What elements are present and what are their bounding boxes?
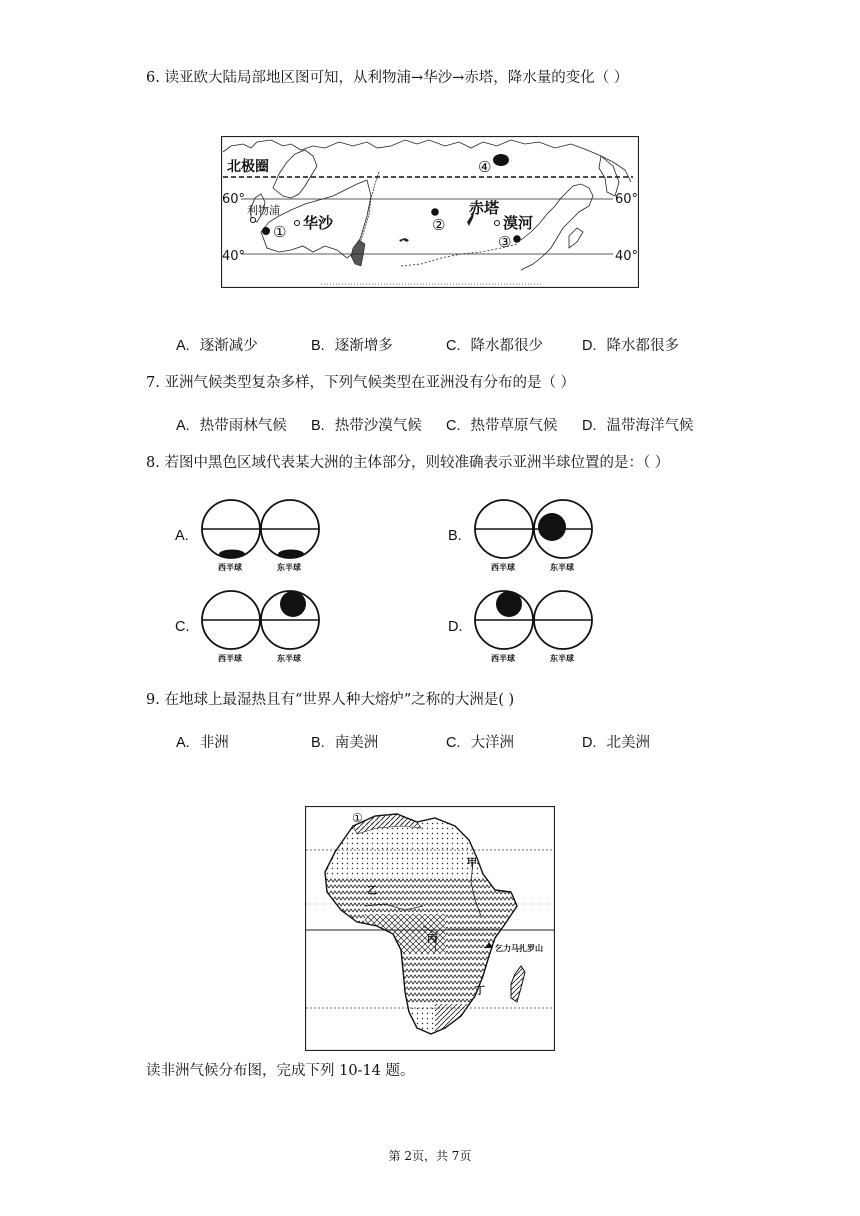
- q6-option-d[interactable]: D. 降水都很多: [582, 338, 679, 354]
- chita-label: 赤塔: [469, 199, 500, 217]
- q8-option-a-label[interactable]: A.: [175, 528, 189, 544]
- yi-label: 乙: [367, 886, 377, 897]
- eurasia-map: [221, 136, 639, 288]
- liverpool-label: 利物浦: [247, 204, 280, 217]
- east-hemisphere-caption: 东半球: [550, 654, 574, 663]
- q6-option-c[interactable]: C. 降水都很少: [446, 338, 543, 354]
- q8-option-b-diagram[interactable]: [473, 499, 597, 575]
- warsaw-label: 华沙: [303, 214, 334, 232]
- warsaw-dot: [295, 221, 300, 226]
- west-hemisphere-caption: 西半球: [491, 654, 515, 663]
- q8-option-d-label[interactable]: D.: [448, 619, 463, 635]
- east-black-region: [278, 550, 304, 559]
- question-6-stem: 6. 读亚欧大陆局部地区图可知，从利物浦→华沙→赤塔，降水量的变化（ ）: [146, 70, 629, 86]
- chita-dot: [495, 221, 500, 226]
- east-black-region: [280, 591, 306, 617]
- marker-3-label: ③: [498, 233, 512, 251]
- west-hemisphere-caption: 西半球: [218, 563, 242, 572]
- q7-option-d[interactable]: D. 温带海洋气候: [582, 418, 694, 434]
- q8-option-c-diagram[interactable]: [200, 590, 324, 666]
- q7-option-c[interactable]: C. 热带草原气候: [446, 418, 558, 434]
- lat-60-left-label: 60°: [222, 192, 246, 207]
- q9-option-c[interactable]: C. 大洋洲: [446, 735, 514, 751]
- map-frame: [222, 137, 639, 288]
- point-4-blob: [493, 154, 509, 166]
- q10-14-intro: 读非洲气候分布图，完成下列 10-14 题。: [146, 1063, 415, 1079]
- q8-option-c-label[interactable]: C.: [175, 619, 190, 635]
- question-7-stem: 7. 亚洲气候类型复杂多样，下列气候类型在亚洲没有分布的是（ ）: [146, 375, 576, 391]
- q8-option-d-diagram[interactable]: [473, 590, 597, 666]
- q6-option-a[interactable]: A. 逐渐减少: [176, 338, 258, 354]
- q9-option-d[interactable]: D. 北美洲: [582, 735, 650, 751]
- west-black-region: [219, 550, 245, 559]
- east-hemisphere-caption: 东半球: [277, 563, 301, 572]
- q8-option-a-diagram[interactable]: [200, 499, 324, 575]
- arctic-circle-label: 北极圈: [227, 159, 269, 175]
- lat-60-right-label: 60°: [615, 192, 639, 207]
- q6-option-b[interactable]: B. 逐渐增多: [311, 338, 393, 354]
- q8-option-b-label[interactable]: B.: [448, 528, 462, 544]
- lat-40-right-label: 40°: [615, 249, 639, 264]
- africa-climate-map: [305, 806, 555, 1051]
- marker-2-label: ②: [432, 216, 446, 234]
- marker-1-label: ①: [273, 223, 287, 241]
- liverpool-dot: [251, 218, 256, 223]
- question-8-stem: 8. 若图中黑色区域代表某大洲的主体部分，则较准确表示亚洲半球位置的是：（ ）: [146, 455, 670, 471]
- west-hemisphere-caption: 西半球: [218, 654, 242, 663]
- east-black-region: [538, 513, 566, 541]
- question-9-stem: 9. 在地球上最湿热且有“世界人种大熔炉”之称的大洲是( ): [146, 692, 515, 708]
- lat-40-left-label: 40°: [222, 249, 246, 264]
- q9-option-b[interactable]: B. 南美洲: [311, 735, 379, 751]
- kilimanjaro-label: 乞力马扎罗山: [495, 944, 543, 953]
- ding-label: 丁: [475, 986, 485, 997]
- east-hemisphere-caption: 东半球: [277, 654, 301, 663]
- mohe-label: 漠河: [503, 214, 534, 232]
- marker-1-label: ①: [352, 811, 363, 825]
- marker-4-label: ④: [478, 158, 492, 176]
- q7-option-b[interactable]: B. 热带沙漠气候: [311, 418, 422, 434]
- q9-option-a[interactable]: A. 非洲: [176, 735, 229, 751]
- point-1-dot: [262, 227, 270, 235]
- page-footer: 第 2页，共 7页: [388, 1149, 472, 1163]
- east-hemisphere-caption: 东半球: [550, 563, 574, 572]
- point-3-dot: [513, 235, 521, 243]
- point-2-dot: [431, 208, 439, 216]
- west-hemisphere-caption: 西半球: [491, 563, 515, 572]
- q7-option-a[interactable]: A. 热带雨林气候: [176, 418, 287, 434]
- west-black-region: [496, 591, 522, 617]
- jia-label: 甲: [467, 858, 477, 869]
- bing-label: 丙: [427, 934, 437, 945]
